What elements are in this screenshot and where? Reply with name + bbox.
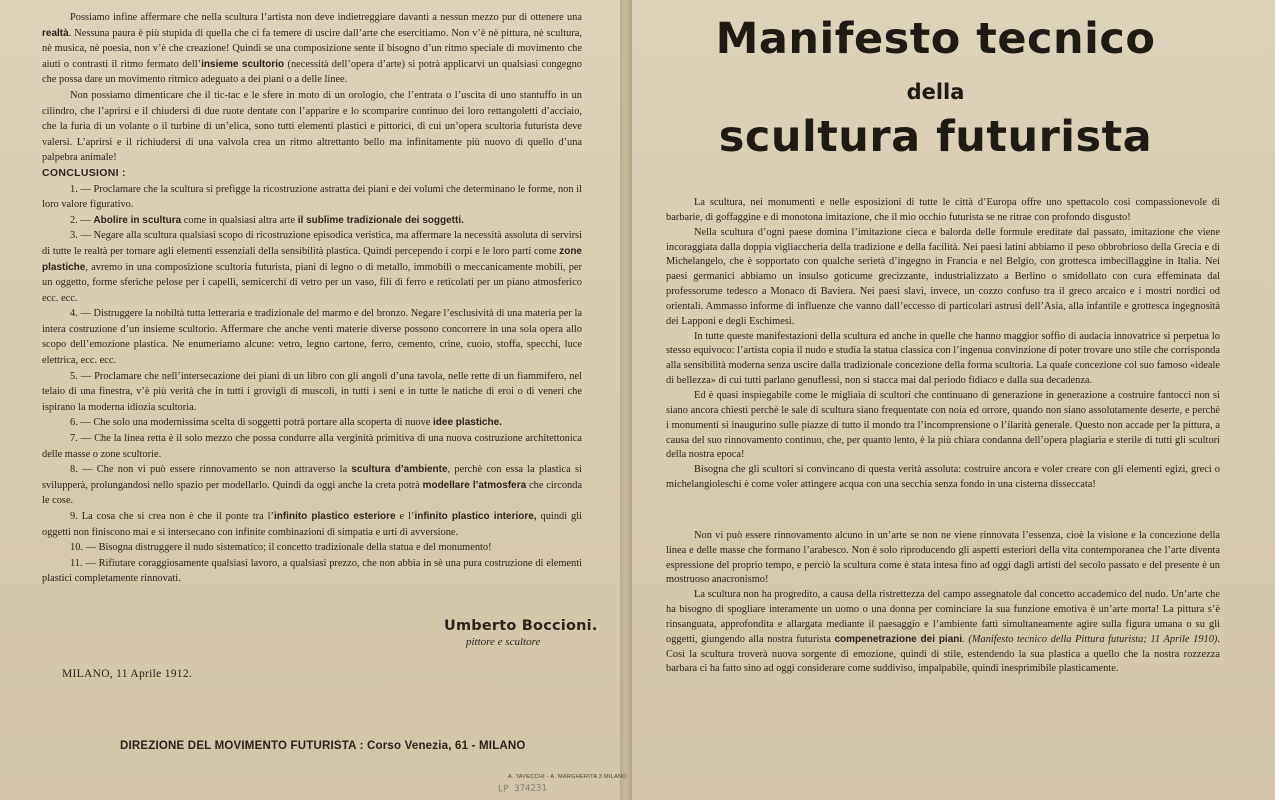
right-paragraph-3: In tutte queste manifestazioni della scultura ed anche in quelle che hanno maggior soffio di audacia innovatrice si perpetua lo stesso equivoco: l’artista copia il nudo e studia la statua classica con l’ingenua convinzione di poter trovare uno stile che corrisponda alla sensibilità moderna senza uscire dalla tradizionale concezione della forma scultoria. La quale concezione col suo famoso «ideale di bellezza» di cui tutti parlano genuflessi, non si stacca mai dal periodo fidiaco e dalla sua decadenza. <box>666 330 1220 387</box>
title-line-2: della <box>906 80 965 104</box>
publisher-footer: DIREZIONE DEL MOVIMENTO FUTURISTA : Corso Venezia, 61 - MILANO <box>120 740 526 752</box>
signature-block <box>444 618 614 648</box>
conclusion-item-8: 8. — Che non vi può essere rinnovamento se non attraverso la scultura d’ambiente, perchè con essa la plastica si svilupperà, prolungandosi nello spazio per modellarlo. Quindi da oggi anche la creta potrà modellare l’atmosfera che circonda le cose. <box>42 464 583 507</box>
right-paragraph-1: La scultura, nei monumenti e nelle esposizioni di tutte le città d’Europa offre uno spettacolo così compassionevole di barbarie, di goffaggine e di monotona imitazione, che il mio occhio futurista se ne ritrae con profondo disgusto! <box>666 197 1220 223</box>
right-paragraph-6: Non vi può essere rinnovamento alcuno in un’arte se non ne viene rinnovata l’essenza, cioè la visione e la concezione della linea e delle masse che formano l’arabesco. Non è solo riproducendo gli aspetti esteriori della vita contemporanea che l’arte diventa espressione del proprio tempo, e perciò la scultura come è stata intesa fino ad oggi dagli artisti del secolo passato e del presente è un mostruoso anacronismo! <box>666 529 1220 586</box>
conclusions-list <box>42 182 582 587</box>
conclusion-item-2: 2. — Abolire in scultura come in qualsiasi altra arte il sublime tradizionale dei soggetti. <box>70 214 464 226</box>
title-line-1: Manifesto tecnico <box>715 14 1156 64</box>
left-paragraph-2: Non possiamo dimenticare che il tic-tac e le sfere in moto di un orologio, che l’entrata o l’uscita di uno stantuffo in un cilindro, che l’aprirsi e il chiudersi di due ruote dentate con l’apparire e lo scomparire continuo dei loro rettangoletti d’acciaio, che la furia di un volante o il turbine di un’elica, sono tutti elementi plastici e pittorici, di cui un’opera scultoria futurista deve valersi. L’aprirsi e il richiudersi di una valvola crea un ritmo altrettanto bello ma infinitamente più nuovo di quello d’una palpebra animale! <box>42 89 582 164</box>
section-gap <box>666 493 1220 529</box>
conclusions-heading: CONCLUSIONI : <box>42 166 126 179</box>
archive-stamp: LP 374231 <box>497 783 547 795</box>
right-paragraph-7: La scultura non ha progredito, a causa della ristrettezza del campo assegnatole dal concetto accademico del nudo. Un’arte che ha bisogno di spogliare interamente un uomo o una donna per cominciare la sua funzione emotiva è un’arte morta! La pittura s’è rinsanguata, approfondita e allargata mediante il paesaggio e l’ambiente fatti simultaneamente agire sulla figura umana o su gli oggetti, giungendo alla nostra futurista compenetrazione dei piani. (Manifesto tecnico della Pittura futurista; 11 Aprile 1910). Così la scultura troverà nuova sorgente di emozione, quindi di stile, estendendo la sua plastica a quello che la nostra rozzezza barbara ci ha fatto sino ad oggi considerare come suddiviso, impalpabile, quindi inesprimibile plasticamente. <box>666 589 1220 675</box>
right-paragraph-4: Ed è quasi inspiegabile come le migliaia di scultori che continuano di generazione in generazione a costruire fantocci non si siano ancora chiesti perchè le sale di scultura siano frequentate con noia ed orrore, quando non siano assolutamente deserte, e perchè i monumenti si inaugurino sulle piazze di tutto il mondo tra l’incomprensione o l’ilarità generale. Questo non accade per la pittura, a causa del suo rinnovamento continuo, che, per quanto lento, è la più chiara condanna dell’opera plagiaria e sterile di tutti gli scultori della nostra epoca! <box>666 389 1220 461</box>
conclusion-item-7: 7. — Che la linea retta è il solo mezzo che possa condurre alla verginità primitiva di una nuova costruzione architettonica delle masse o zone scultorie. <box>42 433 582 460</box>
right-text-column <box>666 196 1220 677</box>
signature-name: Umberto Boccioni. <box>444 618 598 634</box>
title-line-3: scultura futurista <box>718 112 1153 162</box>
conclusion-item-4: 4. — Distruggere la nobiltà tutta letteraria e tradizionale del marmo e del bronzo. Negare l’esclusività di una materia per la intera costruzione d’un insieme scultorio. Affermare che anche venti materie diverse possono concorrere in una sola opera allo scopo dell’emozione plastica. Ne enumeriamo alcune: vetro, legno cartone, ferro, cemento, crine, cuoio, stoffa, specchi, luce elettrica, ecc. ecc. <box>42 308 582 367</box>
conclusion-item-9: 9. La cosa che si crea non è che il ponte tra l’infinito plastico esteriore e l’infinito plastico interiore, quindi gli oggetti non finiscono mai e si intersecano con infinite combinazioni di simpatia e urti di avversione. <box>42 511 583 538</box>
signature-role: pittore e scultore <box>466 636 541 648</box>
printer-mark: A. TAVECCHI - A. MARGHERITA 3 MILANO <box>508 774 627 780</box>
conclusion-item-10: 10. — Bisogna distruggere il nudo sistematico; il concetto tradizionale della statua e del monumento! <box>70 542 492 554</box>
conclusion-item-11: 11. — Rifiutare coraggiosamente qualsiasi lavoro, a qualsiasi prezzo, che non abbia in sè una pura costruzione di elementi plastici completamente rinnovati. <box>42 557 582 585</box>
left-text-column <box>42 10 582 587</box>
dateline: MILANO, 11 Aprile 1912. <box>62 668 193 680</box>
conclusion-item-5: 5. — Proclamare che nell’intersecazione dei piani di un libro con gli angoli d’una tavola, nelle rette di un fiammifero, nel telaio di una finestra, v’è più verità che in tutti i grovigli di muscoli, in tutti i seni e in tutte le natiche di eroi o di veneri che ispirano la moderna idiozia scultoria. <box>42 370 582 413</box>
conclusion-item-6: 6. — Che solo una modernissima scelta di soggetti potrà portare alla scoperta di nuove idee plastiche. <box>70 417 502 429</box>
right-paragraph-2: Nella scultura d’ogni paese domina l’imitazione cieca e balorda delle formule ereditate dal passato, imitazione che viene incoraggiata dalla doppia vigliaccheria della tradizione e della facilità. Nei paesi latini abbiamo il peso obbrobrioso della Grecia e di Michelangelo, che è sopportato con qualche serietà d’ingegno in Francia e nel Belgio, con grottesca imbecillaggine in Italia. Nei paesi germanici abbiamo un insulso goticume grecizzante, industrializzato a Berlino o smidollato con cura effeminata dal professorume tedesco a Monaco di Baviera. Nei paesi slavi, invece, un cozzo confuso tra il greco arcaico e i mostri nordici od orientali. Ammasso informe di influenze che vanno dall’eccesso di particolari astrusi dell’Asia, alla infantile e grottesca ingegnosità dei Lapponi e degli Eschimesi. <box>666 226 1220 327</box>
left-paragraph-1: Possiamo infine affermare che nella scultura l’artista non deve indietreggiare davanti a nessun mezzo pur di ottenere una realtà. Nessuna paura è più stupida di quella che ci fa temere di uscire dall’arte che esercitiamo. Non v’è nè pittura, nè scultura, nè musica, nè poesia, non v’è che creazione! Quindi se una composizione sente il bisogno d’un ritmo speciale di movimento che aiuti o contrasti il ritmo fermato dell’insieme scultorio (necessità dell’opera d’arte) si potrà applicarvi un qualsiasi congegno che possa dare un movimento ritmico adeguato a dei piani o a delle linee. <box>42 12 582 86</box>
conclusion-item-3: 3. — Negare alla scultura qualsiasi scopo di ricostruzione episodica veristica, ma affermare la necessità assoluta di servirsi di tutte le realtà per tornare agli elementi essenziali della sensibilità plastica. Quindi percependo i corpi e le loro parti come zone plastiche, avremo in una composizione scultoria futurista, piani di legno o di metallo, immobili o meccanicamente mobili, per un oggetto, forme sferiche pelose per i capelli, semicerchi di vetro per un vaso, fili di ferro e reticolati per un piano atmosferico ecc. ecc. <box>42 230 582 304</box>
right-paragraph-5: Bisogna che gli scultori si convincano di questa verità assoluta: costruire ancora e voler creare con gli elementi egizi, greci o michelangioleschi è come voler attingere acqua con una secchia senza fondo in una cisterna disseccata! <box>666 464 1220 491</box>
conclusion-item-1: 1. — Proclamare che la scultura si prefigge la ricostruzione astratta dei piani e dei volumi che determinano le forme, non il loro valore figurativo. <box>42 183 582 211</box>
